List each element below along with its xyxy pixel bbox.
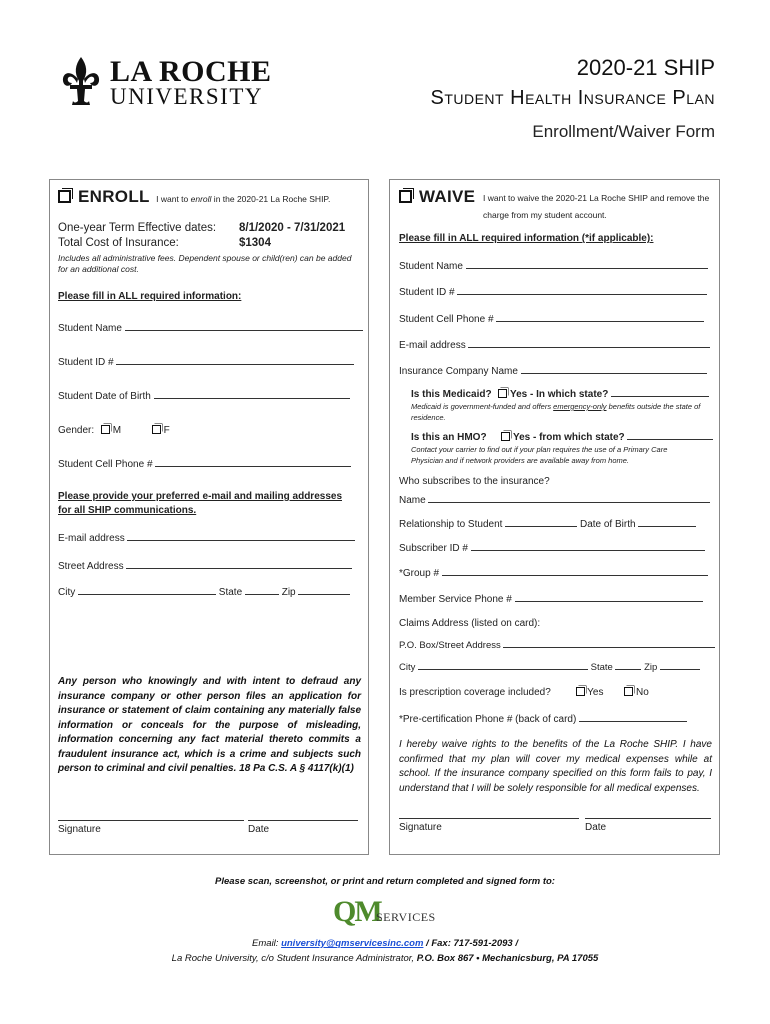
po-box-field[interactable]: P.O. Box/Street Address: [399, 639, 715, 651]
group-field[interactable]: *Group #: [399, 567, 708, 579]
insurance-company-field[interactable]: Insurance Company Name: [399, 365, 707, 377]
who-subscribes-label: Who subscribes to the insurance?: [399, 476, 550, 487]
enroll-date-line[interactable]: [248, 820, 358, 821]
enroll-date-label: Date: [248, 824, 270, 835]
gender-f-checkbox[interactable]: [152, 425, 161, 434]
page-subtitle: Student Health Insurance Plan: [430, 87, 715, 109]
fax-text: / Fax: 717-591-2093 /: [423, 938, 518, 949]
form-name: Enrollment/Waiver Form: [532, 122, 715, 141]
waive-header: [399, 187, 475, 207]
medicaid-yes-checkbox[interactable]: [498, 389, 507, 398]
waive-checkbox[interactable]: [399, 190, 412, 203]
enroll-label: ENROLL: [78, 187, 150, 206]
waive-label: WAIVE: [419, 187, 476, 206]
return-instruction: Please scan, screenshot, or print and return completed and signed form to:: [215, 876, 555, 887]
qm-logo-mark: QM: [333, 895, 381, 928]
waive-date-line[interactable]: [585, 818, 711, 819]
qm-services-logo: [333, 895, 443, 930]
enroll-checkbox[interactable]: [58, 190, 71, 203]
logo-line1: LA ROCHE: [110, 55, 272, 88]
logo-line2: UNIVERSITY: [110, 84, 263, 109]
waive-student-name-field[interactable]: Student Name: [399, 260, 708, 272]
email-link[interactable]: university@qmservicesinc.com: [281, 938, 424, 949]
cost-label: Total Cost of Insurance:: [58, 237, 179, 249]
enroll-email-field[interactable]: E-mail address: [58, 532, 355, 544]
cost-value: $1304: [239, 237, 271, 249]
page-title: 2020-21 SHIP: [576, 55, 715, 80]
claims-address-label: Claims Address (listed on card):: [399, 618, 541, 629]
title-block: [430, 55, 715, 142]
waive-date-label: Date: [585, 822, 607, 833]
rx-no-checkbox[interactable]: [624, 687, 633, 696]
hmo-question: Is this an HMO? Yes - from which state?: [411, 431, 713, 443]
waive-student-id-field[interactable]: Student ID #: [399, 286, 707, 298]
city-state-zip-field[interactable]: City State Zip: [58, 586, 350, 598]
university-logo: [60, 55, 280, 110]
gender-m-checkbox[interactable]: [101, 425, 110, 434]
enroll-panel: [49, 179, 369, 855]
relationship-field[interactable]: Relationship to Student Date of Birth: [399, 518, 696, 530]
fees-note: Includes all administrative fees. Dependent spouse or child(ren) can be added for an additional cost.: [58, 253, 352, 274]
enroll-student-id-field[interactable]: Student ID #: [58, 356, 354, 368]
hmo-note: Contact your carrier to find out if your plan requires the use of a Primary Care Physician and if network providers are available away from home.: [411, 445, 668, 465]
medicaid-question: Is this Medicaid? Yes - In which state?: [411, 388, 709, 400]
fleur-de-lis-icon: [60, 55, 102, 107]
precert-phone-field[interactable]: *Pre-certification Phone # (back of card): [399, 713, 687, 725]
term-value: 8/1/2020 - 7/31/2021: [239, 222, 346, 234]
address-heading: Please provide your preferred e-mail and mailing addresses for all SHIP communications.: [58, 491, 342, 516]
waive-description: I want to waive the 2020-21 La Roche SHIP and remove the charge from my student account.: [483, 193, 710, 220]
subscriber-id-field[interactable]: Subscriber ID #: [399, 542, 705, 554]
enroll-description: I want to enroll in the 2020-21 La Roche SHIP.: [156, 194, 331, 204]
waive-signature-label: Signature: [399, 822, 442, 833]
qm-logo-text: SERVICES: [376, 910, 436, 924]
enroll-signature-label: Signature: [58, 824, 101, 835]
enroll-signature-line[interactable]: [58, 820, 244, 821]
waive-cell-field[interactable]: Student Cell Phone #: [399, 313, 704, 325]
street-address-field[interactable]: Street Address: [58, 560, 352, 572]
enroll-cell-field[interactable]: Student Cell Phone #: [58, 458, 351, 470]
waive-email-field[interactable]: E-mail address: [399, 339, 710, 351]
enroll-required-heading: Please fill in ALL required information:: [58, 291, 242, 302]
contact-line: Email: university@qmservicesinc.com / Fax: 717-591-2093 /: [252, 938, 518, 949]
waiver-statement: I hereby waive rights to the benefits of the La Roche SHIP. I have confirmed that my plan will cover my medical expenses while at school. If the insurance company specified on this form fails to pay, I understand that I will be solely responsible for all medical expenses.: [399, 739, 712, 794]
enroll-dob-field[interactable]: Student Date of Birth: [58, 390, 350, 402]
fraud-warning: Any person who knowingly and with intent to defraud any insurance company or other person files an application for insurance or statement of claim containing any materially false information or conceals for the purpose of misleading, information concerning any fact material thereto commits a fraudulent insurance act, which is a crime and subjects such person to criminal and civil penalties. 18 Pa C.S. A § 4117(k)(1): [58, 676, 361, 774]
gender-field: Gender: M F: [58, 425, 170, 436]
waive-panel: [389, 179, 720, 855]
enroll-student-name-field[interactable]: Student Name: [58, 322, 363, 334]
rx-question: Is prescription coverage included? Yes No: [399, 687, 649, 698]
enroll-header: [58, 187, 330, 207]
mailing-address: La Roche University, c/o Student Insurance Administrator, P.O. Box 867 • Mechanicsburg, PA 17055: [171, 953, 599, 964]
waive-signature-line[interactable]: [399, 818, 579, 819]
claims-city-state-zip-field[interactable]: City State Zip: [399, 661, 700, 673]
term-label: One-year Term Effective dates:: [58, 222, 217, 234]
member-phone-field[interactable]: Member Service Phone #: [399, 593, 703, 605]
medicaid-note: Medicaid is government-funded and offers emergency-only benefits outside the state of residence.: [411, 402, 701, 422]
subscriber-name-field[interactable]: Name: [399, 494, 710, 506]
hmo-yes-checkbox[interactable]: [501, 432, 510, 441]
waive-required-heading: Please fill in ALL required information (*if applicable):: [399, 233, 654, 244]
rx-yes-checkbox[interactable]: [576, 687, 585, 696]
